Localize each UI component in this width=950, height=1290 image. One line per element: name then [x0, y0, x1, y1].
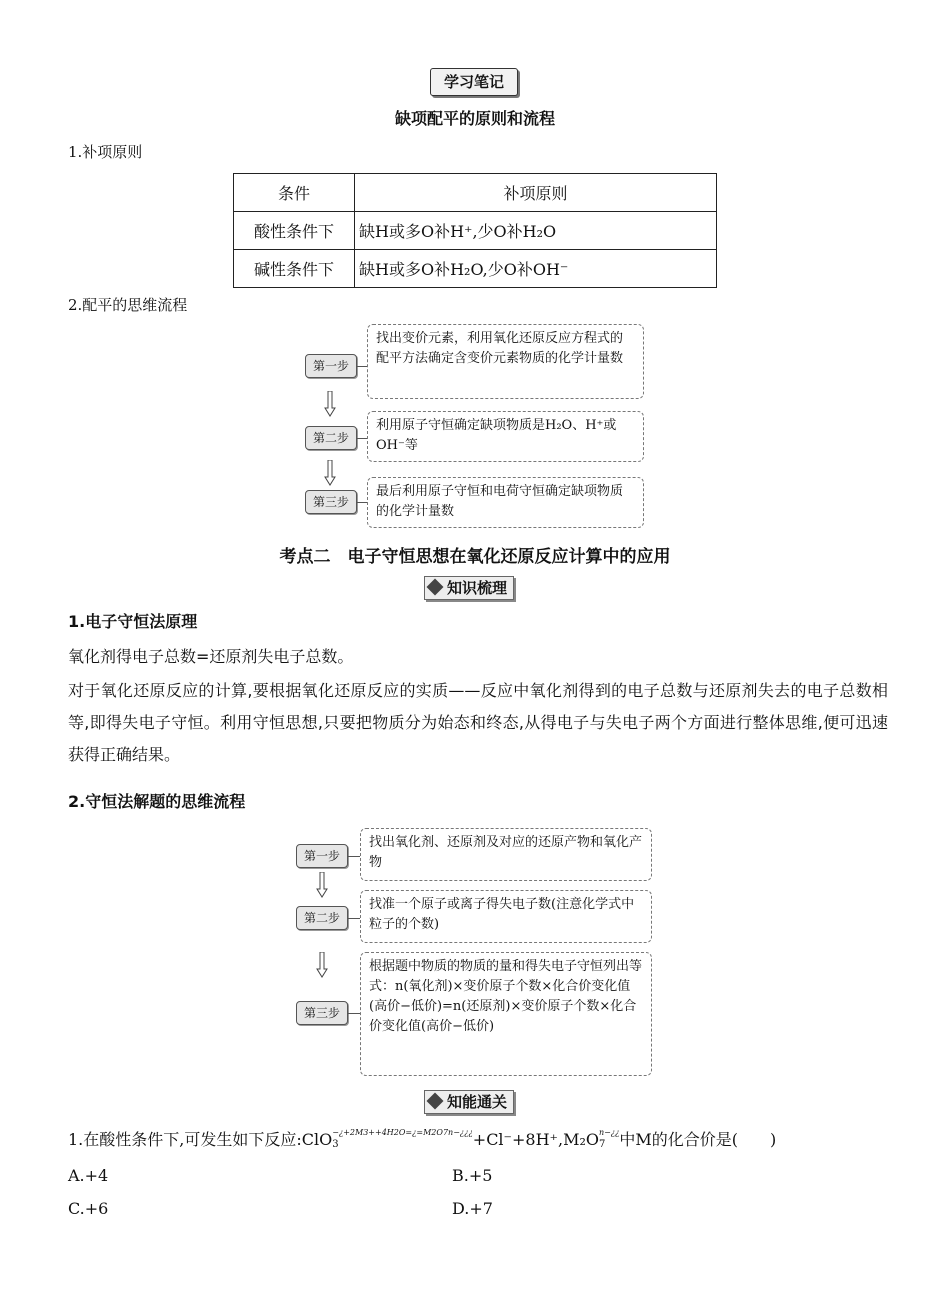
- row-rule: 缺H或多O补H₂O,少O补OH⁻: [355, 250, 717, 288]
- garbled-superscript: n−¿¿: [598, 1128, 620, 1137]
- knowledge-badge-label: 知识梳理: [447, 579, 508, 597]
- down-arrow-icon: [316, 952, 328, 978]
- header-condition: 条件: [234, 174, 355, 212]
- step-1-label: 第一步: [305, 354, 357, 378]
- step-3-box: 根据题中物质的物质的量和得失电子守恒列出等式：n(氧化剂)×变价原子个数×化合价变化值(高价−低价)=n(还原剂)×变价原子个数×化合价变化值(高价−低价): [360, 952, 652, 1076]
- question-suffix: 中M的化合价是( ): [619, 1130, 777, 1149]
- connector: [348, 1013, 360, 1014]
- row-condition: 碱性条件下: [234, 250, 355, 288]
- subscript-3: 3: [332, 1139, 339, 1150]
- down-arrow-icon: [316, 872, 328, 898]
- diamond-icon: [427, 579, 444, 596]
- connector: [348, 856, 360, 857]
- step-2-box: 利用原子守恒确定缺项物质是H₂O、H⁺或OH⁻等: [367, 411, 644, 462]
- notes-badge: 学习笔记: [430, 68, 518, 96]
- connector: [357, 366, 367, 367]
- table-header-row: [234, 174, 717, 212]
- step-2-label: 第二步: [296, 906, 348, 930]
- option-d[interactable]: D.+7: [452, 1199, 493, 1218]
- table-row: [234, 212, 717, 250]
- subscript-7: 7: [598, 1139, 606, 1150]
- formula-script: [599, 1127, 619, 1151]
- down-arrow-icon: [324, 460, 336, 486]
- down-arrow-icon: [324, 391, 336, 417]
- step-2-label: 第二步: [305, 426, 357, 450]
- diamond-icon: [427, 1093, 444, 1110]
- row-condition: 酸性条件下: [234, 212, 355, 250]
- row-rule: 缺H或多O补H⁺,少O补H₂O: [355, 212, 717, 250]
- connector: [348, 918, 360, 919]
- option-c[interactable]: C.+6: [68, 1199, 109, 1218]
- option-b[interactable]: B.+5: [452, 1166, 493, 1185]
- process-title: 2.守恒法解题的思维流程: [68, 792, 246, 811]
- question-1: [68, 1127, 776, 1151]
- step-3-box: 最后利用原子守恒和电荷守恒确定缺项物质的化学计量数: [367, 477, 644, 528]
- step-2-box: 找准一个原子或离子得失电子数(注意化学式中粒子的个数): [360, 890, 652, 943]
- practice-badge-label: 知能通关: [447, 1093, 508, 1111]
- table-row: [234, 250, 717, 288]
- step-1-box: 找出变价元素，利用氧化还原反应方程式的配平方法确定含变价元素物质的化学计量数: [367, 324, 644, 399]
- garbled-superscript: −¿+2M3++4H2O=¿=M2O7n−¿¿¿: [332, 1128, 473, 1137]
- connector: [357, 502, 367, 503]
- item2-title: 2.配平的思维流程: [68, 296, 188, 314]
- principle-paragraph: 对于氧化还原反应的计算,要根据氧化还原反应的实质——反应中氧化剂得到的电子总数与还原剂失去的电子总数相等,即得失电子守恒。利用守恒思想,只要把物质分为始态和终态,从得电子与失电子两个方面进行整体思维,便可迅速获得正确结果。: [68, 681, 888, 764]
- question-mid: +Cl⁻+8H⁺,M₂O: [472, 1130, 599, 1149]
- formula-script: [332, 1127, 473, 1151]
- step-1-box: 找出氧化剂、还原剂及对应的还原产物和氧化产物: [360, 828, 652, 881]
- principle-line: 氧化剂得电子总数=还原剂失电子总数。: [68, 647, 354, 666]
- header-rule: 补项原则: [355, 174, 717, 212]
- step-3-label: 第三步: [305, 490, 357, 514]
- item1-title: 1.补项原则: [68, 143, 143, 161]
- question-prefix: 1.在酸性条件下,可发生如下反应:ClO: [68, 1130, 333, 1149]
- option-a[interactable]: A.+4: [68, 1166, 109, 1185]
- practice-badge: [424, 1090, 514, 1114]
- section-title: 缺项配平的原则和流程: [394, 109, 555, 128]
- step-3-label: 第三步: [296, 1001, 348, 1025]
- connector: [357, 438, 367, 439]
- kaodian-title: 考点二 电子守恒思想在氧化还原反应计算中的应用: [279, 547, 671, 567]
- principle-title: 1.电子守恒法原理: [68, 612, 198, 631]
- step-1-label: 第一步: [296, 844, 348, 868]
- rules-table: [233, 173, 717, 288]
- knowledge-badge: [424, 576, 514, 600]
